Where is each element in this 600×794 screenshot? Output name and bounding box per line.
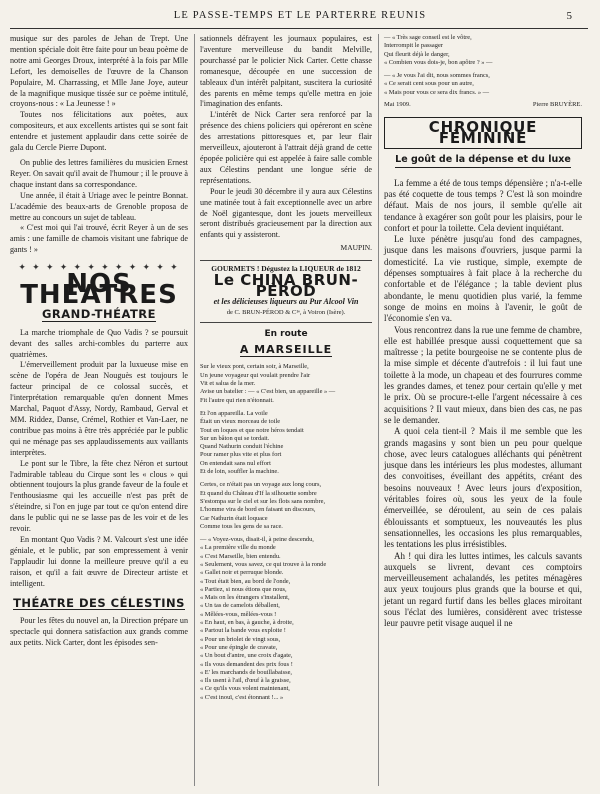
verse-line: « Partout la bande vous exploite ! [200, 627, 286, 635]
verse-line: « Pour une épingle de cravate, [200, 643, 278, 651]
ad-brand: Le CHINA BRUN-PÉROD [213, 271, 359, 300]
grand-theatre-heading-text: GRAND-THÉATRE [41, 306, 157, 321]
paragraph: Pour le jeudi 30 décembre il y aura aux Célestins une matinée tout à fait exceptionnelle avec un arbre de Noël gigantesque, dont les jouets merveilleux seront distribués gracieusement par la direction aux enfants qui y assisteront. [200, 186, 372, 240]
paragraph: Une année, il était à Uriage avec le peintre Bonnat. L'académie des beaux-arts de Grenoble proposa de mettre au concours un sujet de tableau. [10, 190, 188, 222]
verse-line: « Ils vous demandent des prix fous ! [200, 660, 293, 668]
poem-title [200, 342, 372, 358]
paragraph: La marche triomphale de Quo Vadis ? se poursuit devant des salles archi-combles du parterre aux quatrièmes. [10, 327, 188, 359]
en-route-heading: En route [264, 328, 308, 339]
verse-line: — « Je vous l'ai dit, nous sommes francs, [384, 72, 490, 80]
article-signature: MAUPIN. [340, 243, 372, 253]
verse-line: « Mais pour vous ce sera dix francs. » — [384, 88, 490, 96]
poem-ending [384, 72, 582, 97]
poem-date: Mai 1909. [384, 101, 411, 109]
publication-title: LE PASSE-TEMPS ET LE PARTERRE REUNIS [173, 10, 427, 21]
paragraph: A quoi cela tient-il ? Mais il me semble que les grands magasins y sont bien un peu pour quelque chose, avec leurs catalogues alléchants qui pénètrent jusque dans les intérieurs les plus modestes, allumant des convoitises, éveillant des appétits, créant des besoins nouveaux ! Avec leurs jours d'exposition, véritables foires où, sous les yeux de la foule émerveillée, se déroulent, au sein de ces palais éblouissants et somptueux, les nouveautés les plus sensationnelles, les occasions les plus remarquables, les tentations les plus irrésistibles. [384, 426, 582, 550]
paragraph: En montant Quo Vadis ? M. Valcourt s'est une idée géniale, et le public, par son empressement à venir l'applaudir lui donne la meilleure preuve qu'il a eu raison, et qu'il a fait œuvre de Directeur artiste et intelligent. [10, 534, 188, 588]
verse-line: Fit l'autre qui rien n'étonnait. [200, 396, 274, 404]
verse-line: Pour ramer plus vite et plus fort [200, 451, 282, 459]
chronicle-subtitle [384, 155, 582, 168]
verse-line: Sur un bâton qui se tordait. [200, 434, 270, 442]
paragraph: L'intérêt de Nick Carter sera renforcé par la présence des chiens policiers qui opéreront en scène des arrestations pittoresques et, par leur flair merveilleux, ajouteront à l'attrait déjà grand de cette épopée policière qui est appelée à faire salle comble aux Célestins pendant une longue série de représentations. [200, 110, 372, 185]
column-3 [384, 34, 582, 630]
paragraph: La femme a été de tous temps dépensière ; n'a-t-elle pas été coquette de tous temps ? C'est là son moindre défaut. Mais de nos jours, il semble qu'elle ait tendance à exagérer son goût pour les plaisirs, pour le confort et pour la toilette. Cela devient inquiétant. [384, 177, 582, 233]
section-title: NOS THEATRES [20, 269, 178, 310]
ad-line-3: et les délicieuses liqueurs au Pur Alcool Vin [213, 296, 359, 306]
page-number: 5 [566, 10, 572, 22]
verse-line: « Un bout d'antre, une croix d'agate, [200, 652, 293, 660]
column-divider [378, 34, 379, 786]
verse-line: « E' les marchands de bouillabaisse, [200, 668, 293, 676]
verse-line: « C'est inouï, c'est étonnant !... » [200, 693, 284, 701]
verse-line: S'estompa sur le ciel et sur les flots sans nombre, [200, 497, 326, 505]
column-divider [194, 34, 195, 786]
verse-line: « En haut, en bas, à gauche, à droite, [200, 619, 294, 627]
paragraph: Ah ! qui dira les luttes intimes, les calculs savants auxquels se livrent, devant ces comptoirs merveilleusement achalandés, les petites ménagères aux yeux toujours plus grands que la bourse et qui, jetant un regard furtif dans les belles glaces miroitant sous l'éclat des lumières, considèrent avec tristesse leur pauvre petit visage auquel il ne [384, 550, 582, 629]
verse-line: Certes, ce n'était pas un voyage aux long cours, [200, 481, 322, 489]
verse-line: « Gallet noir et perruque blonde. [200, 569, 284, 577]
verse-line: Qui fleurit déjà le danger, [384, 50, 450, 58]
verse-line: « Mais on les étrangers s'installent, [200, 594, 290, 602]
paragraph: L'émerveillement produit par la luxueuse mise en scène de l'opéra de Jean Nouguès est toujours le facteur principal de ce colossal succès, et l'interprétation remarquable qu'en donnent Mmes Marchal, Paquot d'Assy, Nordy, Rambaud, Gerval et MM. Riddez, Danse, Crémel, Rothier et Van-Laer, ne contribue pas moins à être très appréciée par le public qui ne ménage pas ses applaudissements aux vaillants interprètes. [10, 360, 188, 457]
verse-line: Et l'on appareilla. La voile [200, 409, 268, 417]
chronicle-title: CHRONIQUE FÉMININE [384, 117, 582, 149]
column-1 [10, 34, 188, 649]
verse-line: L'homme vira de bord en faisant un discours, [200, 506, 316, 514]
verse-line: « Un tas de camelots déballent, [200, 602, 280, 610]
column-2 [200, 34, 372, 702]
verse-line: « Seulement, vous savez, ce qui trouve à la ronde [200, 561, 327, 568]
paragraph: Vous rencontrez dans la rue une femme de chambre, elle est habillée presque aussi coquettement que sa maîtresse ; la petite bourgeoise ne se contente plus de la mise simple et décente d'autrefois : il lui faut une toilette à la mode, un chapeau et des fourrures comme les grandes dames, et tenez pour certain qu'elle y met le prix. Où se procure-t-elle l'argent nécessaire à ces acquisitions ? Il vaut mieux, dans bien des cas, ne pas se le demander. [384, 324, 583, 425]
verse-line: Tout en loques et que notre héros tendait [200, 426, 304, 434]
celestins-heading [10, 595, 188, 611]
poem-continuation [384, 34, 582, 67]
paragraph: Pour les fêtes du nouvel an, la Direction prépare un spectacle qui donnera satisfaction aux grands comme aux petits. Nick Carter, dont les épisodes sen- [10, 616, 188, 648]
paragraph: sationnels défrayent les journaux populaires, est l'aventure merveilleuse du bandit Melville, pourchassé par le policier Nick Carter. Cette chasse romanesque, découpée en une succession de tableaux d'un intérêt palpitant, suscitera la curiosité des parents en même temps qu'elle mettra en joie l'imagination des enfants. [200, 34, 372, 109]
ad-line-1: GOURMETS ! Dégustez la LIQUEUR de 1812 [211, 264, 361, 274]
verse-line: Un jeune voyageur qui voulait prendre l'air [200, 371, 311, 379]
ad-line-4: de C. BRUN-PÉROD & C¹ᵉ, à Voiron (Isère). [226, 308, 346, 316]
ornament-divider: ✦ ✦ ✦ ✦ ✦ ✦ ✦ ✦ ✦ ✦ ✦ ✦ [18, 262, 180, 273]
verse-line: — « Très sage conseil est le vôtre, [384, 34, 472, 41]
verse-line: « Tout était bien, au bord de l'onde, [200, 577, 291, 585]
paragraph: Le pont sur le Tibre, la fête chez Néron et surtout l'admirable tableau du Cirque sont les « clous » qui obtiennent toujours la plus grande faveur de la foule et l'enthousiasme qui les accueille n'est pas prêt de s'éteindre, si l'on en juge par tout ce qu'on entend dire dans le public qui ne se lasse pas de les voir et de les revoir. [10, 458, 188, 534]
verse-line: « La première ville du monde [200, 544, 276, 552]
paragraph: On publie des lettres familières du musicien Ernest Reyer. On savait qu'il avait de l'humour ; il le prouve à chaque instant dans sa correspondance. [10, 157, 188, 189]
verse-line: — « Voyez-vous, disait-il, à peine descendu, [200, 536, 314, 544]
verse-line: Vit et salua de la mer. [200, 380, 256, 388]
poem-footer [384, 100, 582, 111]
verse-line: « Pour un briolet de vingt sous, [200, 635, 281, 643]
grand-theatre-heading [10, 306, 188, 322]
verse-line: Avise un batelier : — « C'est bien, un appareille » — [200, 388, 336, 396]
verse-line: On entendait sans nul effort [200, 459, 271, 467]
paragraph: Toutes nos félicitations aux poètes, aux compositeurs, et aux excellents artistes qui se sont fait entendre et justement applaudir dans cette soirée de gala du Cercle Pierre Dupont. [10, 110, 188, 153]
chronicle-subtitle-text: Le goût de la dépense et du luxe [395, 155, 571, 168]
verse-line: Quand Nathurin conduit l'échine [200, 443, 284, 451]
verse-line: Sur le vieux pont, certain soir, à Marseille, [200, 363, 309, 371]
paragraph: « C'est moi qui l'ai trouvé, écrit Reyer à un de ses amis : une famille de chamois visitant une fabrique de gants ! » [10, 223, 188, 255]
verse-line: « Combien vous dois-je, bon apôtre ? » — [384, 58, 493, 66]
verse-line: Interrompit le passager [384, 42, 443, 50]
verse-line: « Partiez, si nous étions que nous, [200, 585, 287, 593]
celestins-heading-text: THÉATRE DES CÉLESTINS [13, 595, 185, 610]
verse-line: Car Nathurin était loquace [200, 514, 268, 522]
poem [200, 363, 372, 702]
verse-line: Et de loin, souffler la machine. [200, 468, 279, 476]
liqueur-advertisement [200, 260, 372, 323]
paragraph: Le luxe pénètre jusqu'au fond des campagnes, jusque dans les maisons d'ouvriers, jusque parmi la domesticité. La vie rustique, simple, exempte de dépenses somptuaires à fait place à la recherche du confortable et de l'élégance ; la table devient plus abondante, le menu quotidien plus varié, la femme songe de moins en moins à l'avenir, le goût de l'économie s'en va. [384, 234, 582, 324]
verse-line: « C'est Marseille, bien entendu. [200, 552, 281, 560]
verse-line: Comme tous les gens de sa race. [200, 522, 283, 530]
verse-line: Et quand du Château d'If la silhouette sombre [200, 489, 317, 497]
paragraph: musique sur des paroles de Jehan de Trept. Une mention spéciale doit être faite pour un beau poème de notre ami Georges Droux, interprété à la fois par Mlle Lefort, les demoiselles de l'œuvre de la Chanson Populaire, M. Charrassing, et Mlle Jane Joye, auteur de la magnifique musique tissée sur ce poème intitulé, croyons-nous : « La Jeunesse ! » [10, 34, 188, 109]
header-rule [10, 28, 588, 29]
verse-line: « Mêlées-vous, mêlées-vous ! [200, 610, 277, 618]
verse-line: « Ce qu'ils vous volent maintenant, [200, 685, 290, 693]
poem-author: Pierre BRUYÈRE. [532, 101, 582, 109]
verse-line: Était un vieux morceau de toile [200, 418, 281, 426]
poem-title-text: A MARSEILLE [239, 342, 333, 356]
running-header [0, 10, 600, 28]
verse-line: « Ce serait cent sous pour un autre, [384, 80, 474, 88]
verse-line: « Ils usent à l'ail, d'œuf à la graisse, [200, 677, 291, 685]
